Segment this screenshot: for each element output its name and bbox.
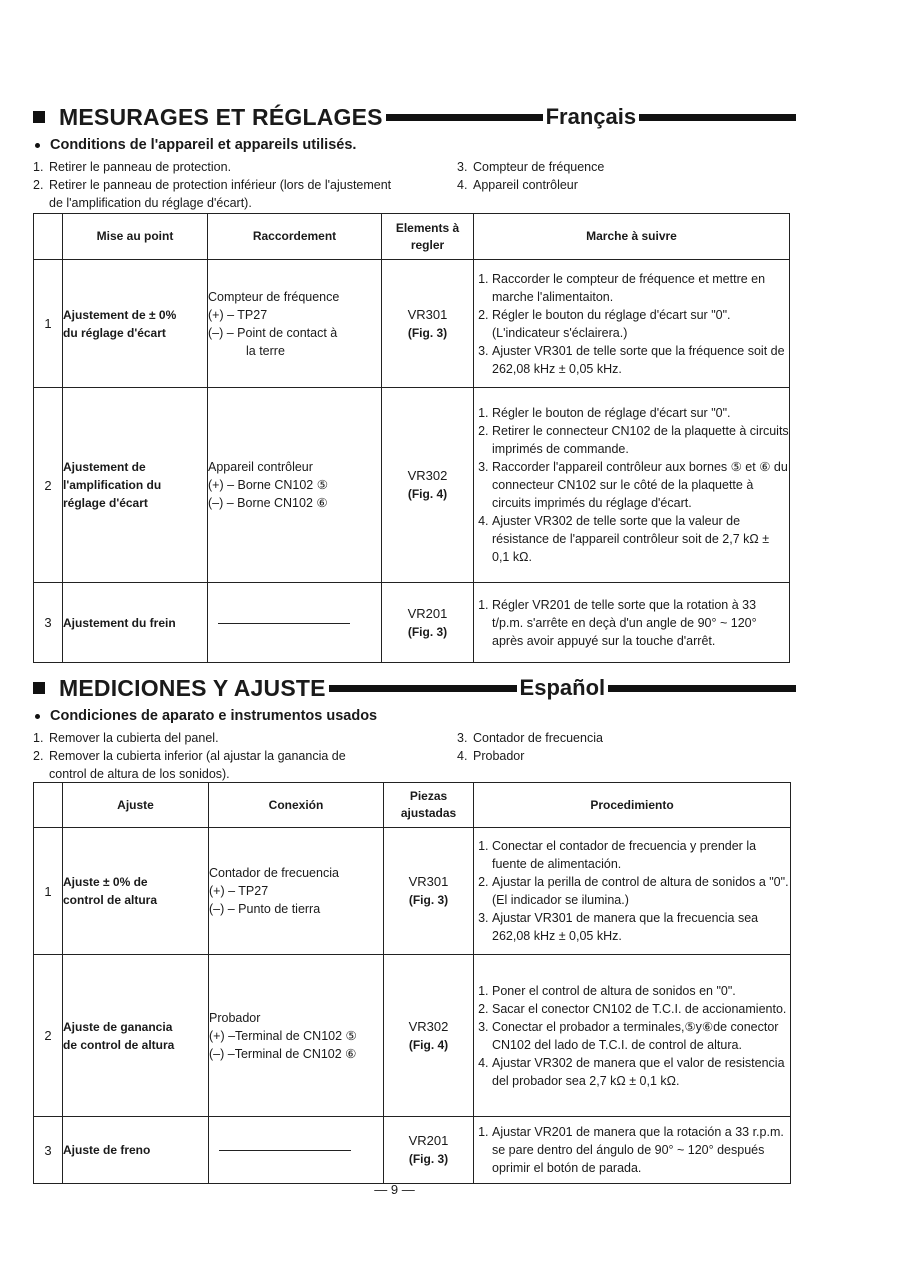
procedure-step: 3. Raccorder l'appareil contrôleur aux bornes ⑤ et ⑥ du connecteur CN102 sur le côté de la plaquette à circuits imprimés du réglage d'écart. (492, 458, 789, 512)
procedure-step: 1. Conectar el contador de frecuencia y prender la fuente de alimentación. (492, 837, 790, 873)
empty-dash (218, 623, 350, 624)
row-connection: Compteur de fréquence (+) – TP27 (–) – Point de contact à la terre (208, 260, 382, 388)
table-header-row (34, 783, 791, 828)
square-bullet-icon (33, 111, 45, 123)
conditions-list (33, 158, 799, 212)
square-bullet-icon (33, 682, 45, 694)
header-connection: Raccordement (208, 214, 382, 260)
header-procedure: Marche à suivre (474, 214, 790, 260)
procedure-step: 2. Sacar el conector CN102 de T.C.I. de accionamiento. (492, 1000, 790, 1018)
procedure-step: 2. Ajustar la perilla de control de altura de sonidos a "0". (El indicador se ilumina.) (492, 873, 790, 909)
language-label: Français (545, 104, 637, 129)
row-number: 2 (34, 955, 63, 1117)
empty-dash (219, 1150, 351, 1151)
row-procedure (474, 583, 790, 663)
row-task: Ajuste ± 0% de control de altura (63, 828, 209, 955)
row-element: VR302 (Fig. 4) (382, 388, 474, 583)
row-number: 3 (34, 583, 63, 663)
procedure-step: 1. Ajustar VR201 de manera que la rotación a 33 r.p.m. se pare dentro del ángulo de 90° ~ 120° después oprimir el botón de parada. (492, 1123, 790, 1177)
row-connection: Contador de frecuencia (+) – TP27 (–) – Punto de tierra (209, 828, 384, 955)
header-elements: Piezas ajustadas (384, 783, 474, 828)
procedure-step: 1. Poner el control de altura de sonidos en "0". (492, 982, 790, 1000)
conditions-heading: Conditions de l'appareil et appareils utilisés. (33, 137, 799, 153)
procedure-step: 2. Retirer le connecteur CN102 de la plaquette à circuits imprimés de commande. (492, 422, 789, 458)
procedure-step: 4. Ajuster VR302 de telle sorte que la valeur de résistance de l'appareil contrôleur soit de 2,7 kΩ ± 0,1 kΩ. (492, 512, 789, 566)
row-procedure (474, 388, 790, 583)
header-task: Mise au point (63, 214, 208, 260)
condition-item: 1. Retirer le panneau de protection. (33, 160, 232, 174)
row-procedure (474, 1117, 791, 1184)
procedure-step: 2. Régler le bouton du réglage d'écart sur "0". (L'indicateur s'éclairera.) (492, 306, 789, 342)
condition-item: de l'amplification du réglage d'écart). (49, 196, 252, 210)
row-procedure (474, 828, 791, 955)
heading-rule (329, 685, 517, 692)
row-task: Ajuste de freno (63, 1117, 209, 1184)
procedure-step: 1. Raccorder le compteur de fréquence et mettre en marche l'alimentaiton. (492, 270, 789, 306)
conditions-list (33, 729, 799, 783)
table-row (34, 260, 790, 388)
section-heading (33, 674, 799, 702)
bullet-icon (35, 143, 40, 148)
bullet-icon (35, 714, 40, 719)
condition-item: 3. Contador de frecuencia (457, 731, 603, 745)
condition-item: 1. Remover la cubierta del panel. (33, 731, 219, 745)
adjustment-table (33, 782, 791, 1184)
row-element: VR301 (Fig. 3) (382, 260, 474, 388)
page-number: — 9 — (374, 1182, 415, 1197)
section-espanol (33, 674, 799, 1175)
condition-item: control de altura de los sonidos). (49, 767, 230, 781)
header-task: Ajuste (63, 783, 209, 828)
row-number: 3 (34, 1117, 63, 1184)
row-element: VR302 (Fig. 4) (384, 955, 474, 1117)
procedure-step: 3. Conectar el probador a terminales,⑤y⑥de conector CN102 del lado de T.C.I. de control de altura. (492, 1018, 790, 1054)
row-procedure (474, 955, 791, 1117)
row-task: Ajustement du frein (63, 583, 208, 663)
row-element: VR201 (Fig. 3) (384, 1117, 474, 1184)
section-title: MESURAGES ET RÉGLAGES (59, 103, 383, 130)
heading-rule (639, 114, 796, 121)
table-row (34, 388, 790, 583)
row-procedure (474, 260, 790, 388)
conditions-heading: Condiciones de aparato e instrumentos usados (33, 708, 799, 724)
row-connection: Probador (+) –Terminal de CN102 ⑤ (–) –Terminal de CN102 ⑥ (209, 955, 384, 1117)
row-element: VR201 (Fig. 3) (382, 583, 474, 663)
row-number: 1 (34, 260, 63, 388)
heading-rule (386, 114, 543, 121)
table-row (34, 955, 791, 1117)
row-connection: Appareil contrôleur (+) – Borne CN102 ⑤ (–) – Borne CN102 ⑥ (208, 388, 382, 583)
adjustment-table (33, 213, 790, 663)
condition-item: 4. Probador (457, 749, 525, 763)
row-task: Ajustement de ± 0% du réglage d'écart (63, 260, 208, 388)
row-task: Ajuste de ganancia de control de altura (63, 955, 209, 1117)
condition-item: 2. Remover la cubierta inferior (al ajustar la ganancia de (33, 749, 346, 763)
section-title: MEDICIONES Y AJUSTE (59, 674, 326, 701)
row-element: VR301 (Fig. 3) (384, 828, 474, 955)
procedure-step: 4. Ajustar VR302 de manera que el valor de resistencia del probador sea 2,7 kΩ ± 0,1 kΩ. (492, 1054, 790, 1090)
table-row (34, 1117, 791, 1184)
table-row (34, 583, 790, 663)
heading-rule (608, 685, 796, 692)
language-label: Español (519, 675, 606, 700)
condition-item: 2. Retirer le panneau de protection inférieur (lors de l'ajustement (33, 178, 392, 192)
row-number: 1 (34, 828, 63, 955)
header-num (34, 783, 63, 828)
section-heading (33, 103, 799, 131)
row-number: 2 (34, 388, 63, 583)
row-connection (208, 583, 382, 663)
section-francais (33, 103, 799, 648)
row-connection (209, 1117, 384, 1184)
table-row (34, 828, 791, 955)
row-task: Ajustement de l'amplification du réglage d'écart (63, 388, 208, 583)
condition-item: 3. Compteur de fréquence (457, 160, 605, 174)
procedure-step: 3. Ajustar VR301 de manera que la frecuencia sea 262,08 kHz ± 0,05 kHz. (492, 909, 790, 945)
table-header-row (34, 214, 790, 260)
procedure-step: 1. Régler VR201 de telle sorte que la rotation à 33 t/p.m. s'arrête en deçà d'un angle de 90° ~ 120° après avoir appuyé sur la touche d'arrêt. (492, 596, 789, 650)
procedure-step: 3. Ajuster VR301 de telle sorte que la fréquence soit de 262,08 kHz ± 0,05 kHz. (492, 342, 789, 378)
condition-item: 4. Appareil contrôleur (457, 178, 578, 192)
procedure-step: 1. Régler le bouton de réglage d'écart sur "0". (492, 404, 789, 422)
header-elements: Elements à regler (382, 214, 474, 260)
header-procedure: Procedimiento (474, 783, 791, 828)
header-num (34, 214, 63, 260)
header-connection: Conexión (209, 783, 384, 828)
